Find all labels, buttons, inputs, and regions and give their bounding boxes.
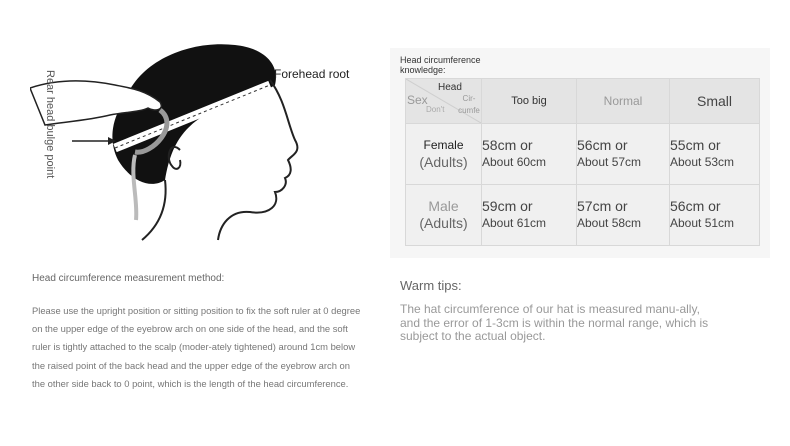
value-line-1: 57cm or: [577, 198, 628, 214]
value-cell: [577, 124, 670, 185]
rear-head-label: Rear head bulge point: [44, 70, 56, 179]
measurement-body: Please use the upright position or sitting position to fix the soft ruler at 0 degree on the upper edge of the eyebrow arch on one side of the head, and the soft ruler is tightly attached to the scalp (moder-ately tightened) around 1cm below the raised point of the back head and the upper edge of the eyebrow arch on the other side back to 0 point, which is the length of the head circumference.: [32, 305, 361, 389]
value-cell: [670, 124, 760, 185]
value-cell: [670, 185, 760, 246]
table-row: [406, 124, 760, 185]
value-line-1: 56cm or: [670, 198, 721, 214]
table-row: [406, 185, 760, 246]
forehead-label: Forehead root: [274, 67, 350, 81]
neck-outline: [142, 180, 166, 240]
value-cell: [482, 124, 577, 185]
sex-cell-female: [406, 124, 482, 185]
rear-head-label-wrap: [30, 70, 60, 180]
header-sex: Sex: [407, 93, 428, 107]
group-label: (Adults): [419, 215, 468, 231]
tips-title: Warm tips:: [400, 278, 462, 293]
value-line-2: About 51cm: [670, 216, 735, 230]
header-normal: Normal: [577, 79, 670, 124]
value-line-1: 59cm or: [482, 198, 533, 214]
header-too-big: Too big: [482, 79, 577, 124]
value-line-2: About 60cm: [482, 155, 547, 169]
sex-label: Male: [428, 198, 459, 214]
value-line-2: About 61cm: [482, 216, 547, 230]
value-line-1: 56cm or: [577, 137, 628, 153]
value-line-2: About 57cm: [577, 155, 642, 169]
value-line-2: About 58cm: [577, 216, 642, 230]
tips-body: The hat circumference of our hat is measured manu-ally, and the error of 1-3cm is within the normal range, which is subject to the actual object.: [400, 302, 709, 343]
value-cell: [482, 185, 577, 246]
header-circumference: Cir-cumfe: [458, 94, 480, 115]
header-corner-cell: [406, 79, 482, 124]
header-small: Small: [670, 79, 760, 124]
measurement-title: Head circumference measurement method:: [32, 273, 225, 284]
group-label: (Adults): [419, 154, 468, 170]
size-table: [405, 78, 760, 246]
header-dont: Don't: [426, 105, 445, 114]
value-line-2: About 53cm: [670, 155, 735, 169]
value-line-1: 55cm or: [670, 137, 721, 153]
sex-label: Female: [423, 138, 464, 152]
value-line-1: 58cm or: [482, 137, 533, 153]
sex-cell-male: [406, 185, 482, 246]
value-cell: [577, 185, 670, 246]
header-head: Head: [438, 82, 462, 93]
ear-shape: [169, 147, 181, 169]
knowledge-title: Head circumference knowledge:: [400, 55, 481, 75]
table-header-row: [406, 79, 760, 124]
